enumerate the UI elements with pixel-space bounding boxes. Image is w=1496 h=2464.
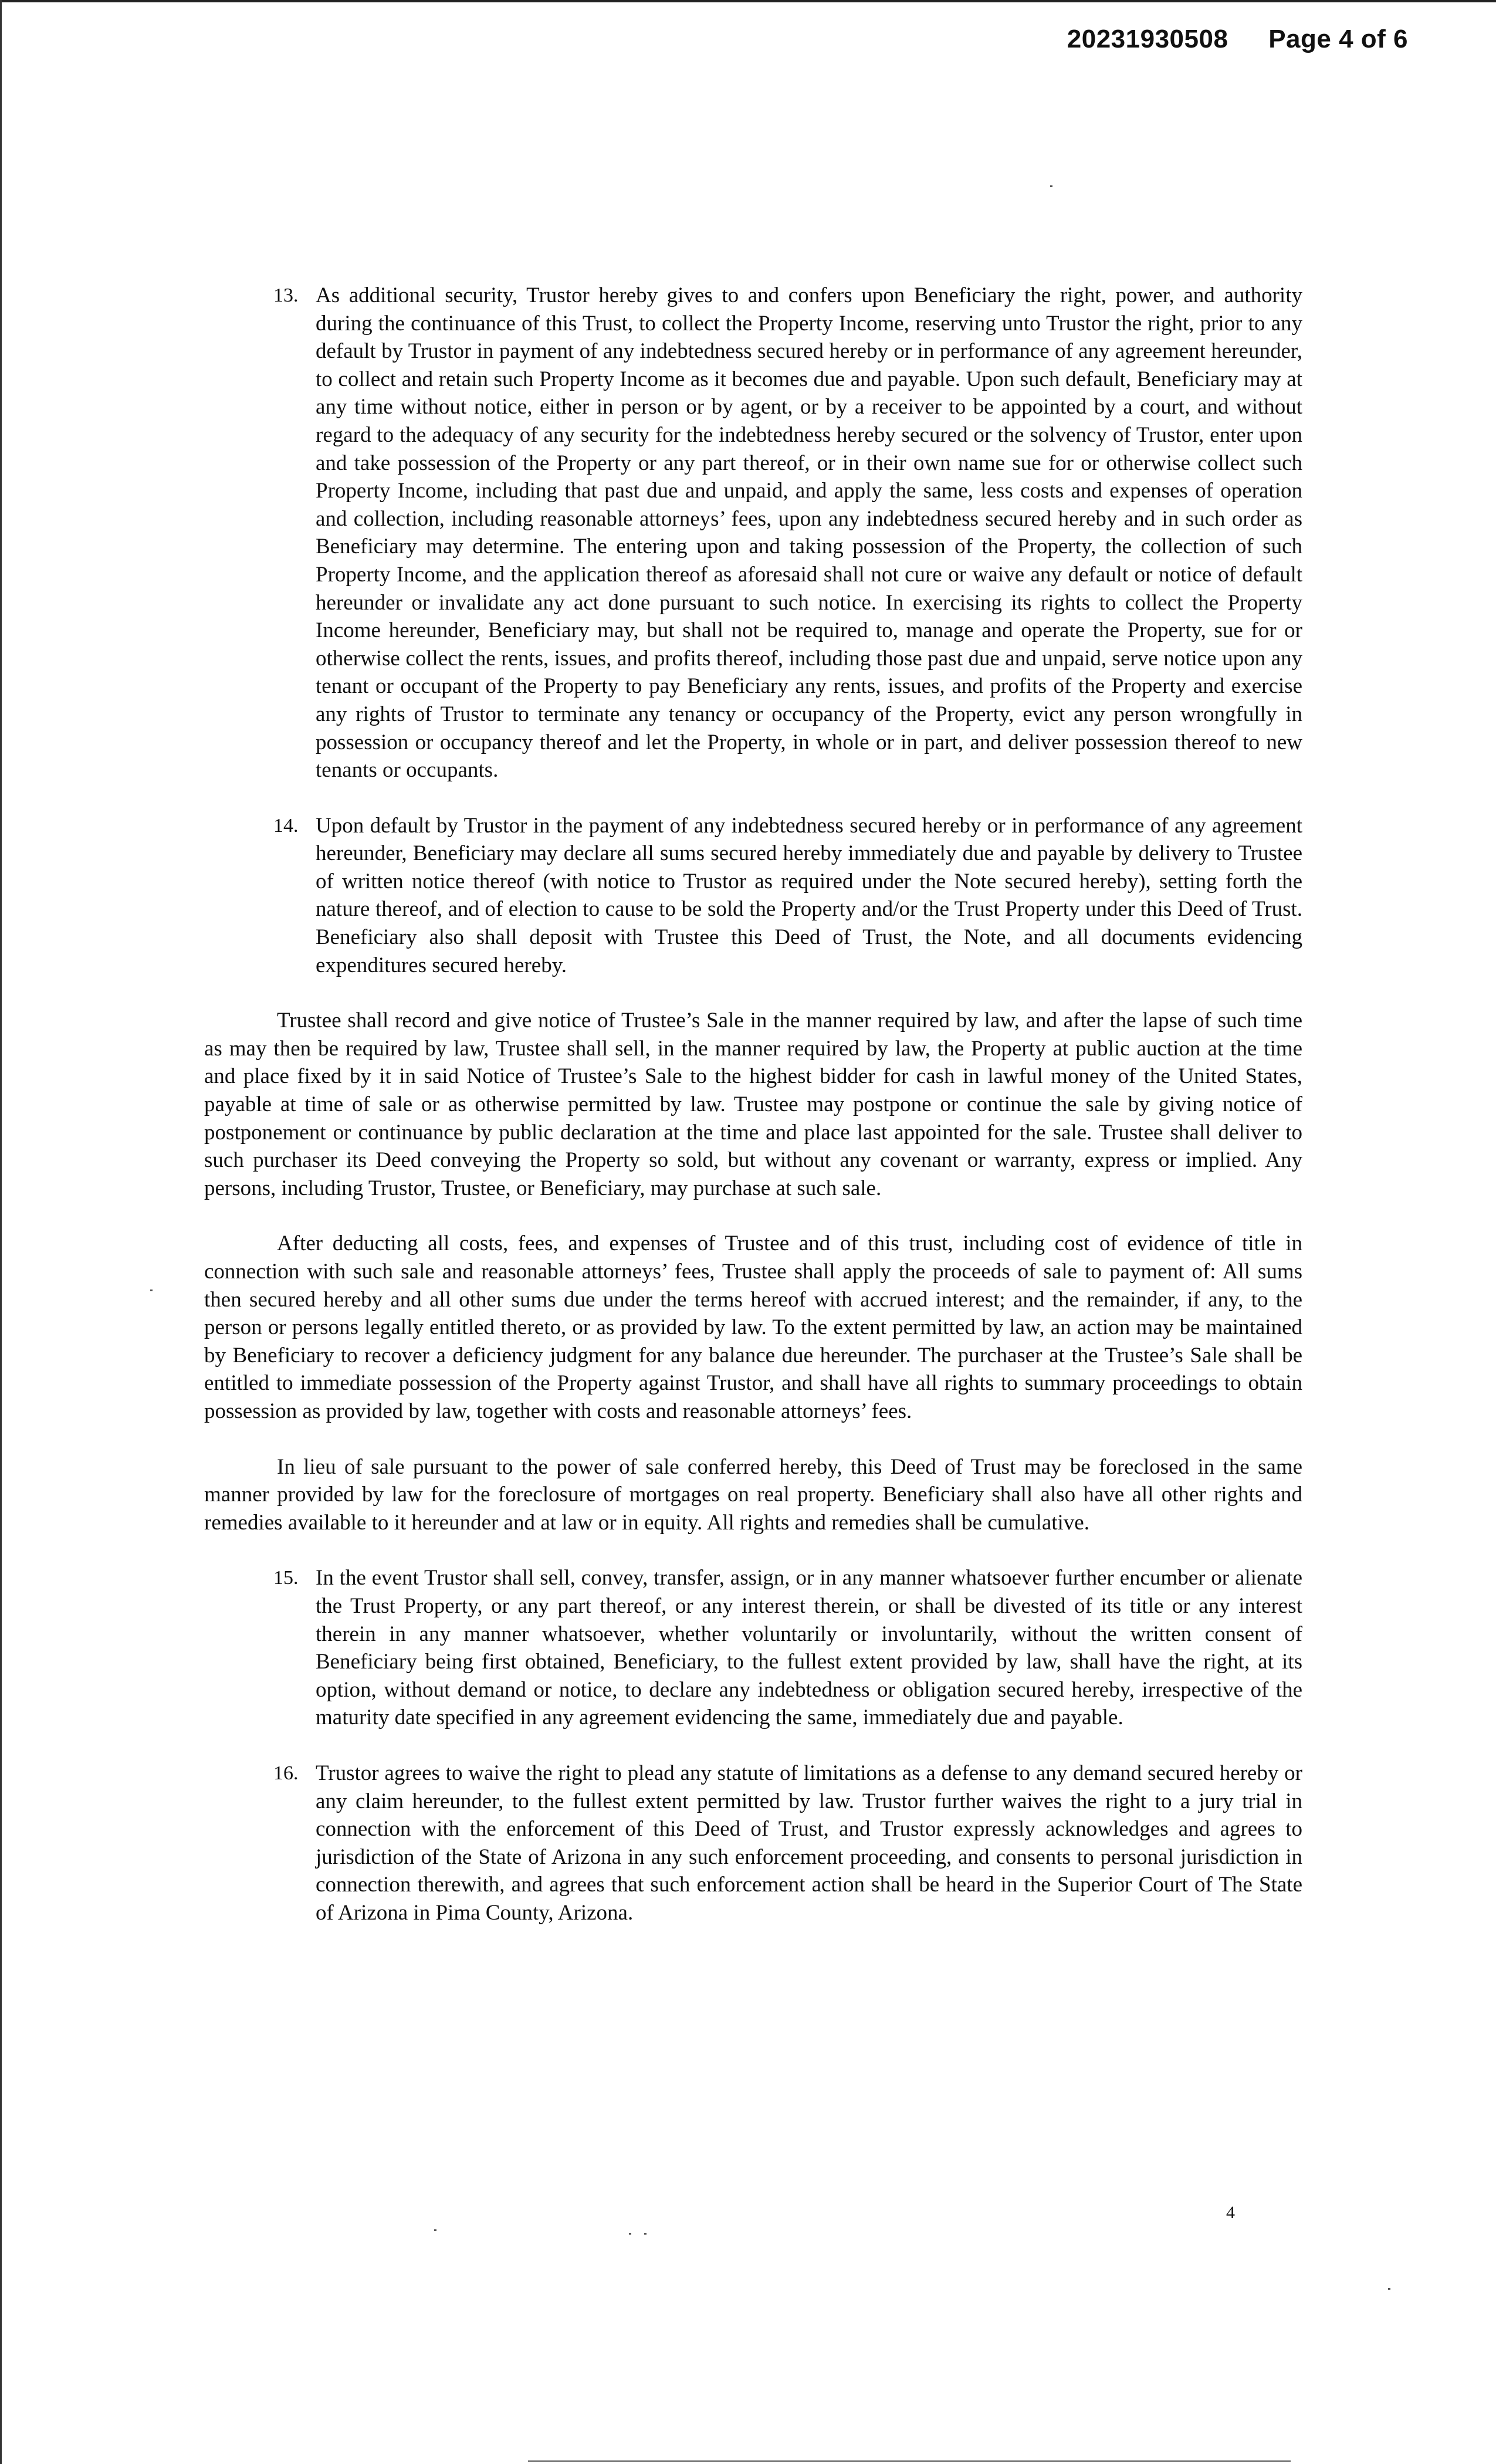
document-number: 20231930508 [1067,25,1228,53]
bottom-border [528,2460,1291,2462]
section-number: 16. [273,1762,299,1784]
top-border [0,0,1496,2]
paragraph-proceeds: After deducting all costs, fees, and expenses of Trustee and of this trust, including cost of evidence of title in connection with such sale and reasonable attorneys’ fees, Trustee shall apply the proceeds of sale to payment of: All sums then secured hereby and all other sums due under the terms hereof with accrued interest; and the remainder, if any, to the person or persons legally entitled thereto, or as provided by law. To the extent permitted by law, an action may be maintained by Beneficiary to recover a deficiency judgment for any balance due hereunder. The purchaser at the Trustee’s Sale shall be entitled to immediate possession of the Property against Trustor, and shall have all rights to summary proceedings to obtain possession as provided by law, together with costs and reasonable attorneys’ fees. [204,1231,1302,1423]
scan-speck [1050,185,1052,187]
left-scan-edge [0,0,2,2464]
paragraph-foreclosure: In lieu of sale pursuant to the power of sale conferred hereby, this Deed of Trust may be foreclosed in the same manner provided by law for the foreclosure of mortgages on real property. Beneficiary shall also have all other rights and remedies available to it hereunder and at law or in equity. All rights and remedies shall be cumulative. [204,1454,1302,1535]
scan-speck [644,2233,647,2235]
section-text: As additional security, Trustor hereby gives to and confers upon Beneficiary the right, power, and authority during the continuance of this Trust, to collect the Property Income, reserving unto Trustor the right, prior to any default by Trustor in payment of any indebtedness secured hereby or in performance of any agreement hereunder, to collect and retain such Property Income as it becomes due and payable. Upon such default, Beneficiary may at any time without notice, either in person or by agent, or by a receiver to be appointed by a court, and without regard to the adequacy of any security for the indebtedness hereby secured or the solvency of Trustor, enter upon and take possession of the Property or any part thereof, or in their own name sue for or otherwise collect such Property Income, including that past due and unpaid, and apply the same, less costs and expenses of operation and collection, including reasonable attorneys’ fees, upon any indebtedness secured hereby and in such order as Beneficiary may determine. The entering upon and taking possession of the Property, the collection of such Property Income, and the application thereof as aforesaid shall not cure or waive any default or notice of default hereunder or invalidate any act done pursuant to such notice. In exercising its rights to collect the Property Income hereunder, Beneficiary may, but shall not be required to, manage and operate the Property, sue for or otherwise collect the rents, issues, and profits thereof, including those past due and unpaid, serve notice upon any tenant or occupant of the Property to pay Beneficiary any rents, issues, and profits of the Property and exercise any rights of Trustor to terminate any tenancy or occupancy of the Property, evict any person wrongfully in possession or occupancy thereof and let the Property, in whole or in part, and deliver possession thereof to new tenants or occupants. [316,283,1302,783]
paragraph-trustee-sale: Trustee shall record and give notice of Trustee’s Sale in the manner required by law, and after the lapse of such time as may then be required by law, Trustee shall sell, in the manner required by law, the Property at public auction at the time and place fixed by it in said Notice of Trustee’s Sale to the highest bidder for cash in lawful money of the United States, payable at time of sale or as otherwise permitted by law. Trustee may postpone or continue the sale by giving notice of postponement or continuance by public declaration at the time and place last appointed for the sale. Trustee shall deliver to such purchaser its Deed conveying the Property so sold, but without any covenant or warranty, express or implied. Any persons, including Trustor, Trustee, or Beneficiary, may purchase at such sale. [204,1008,1302,1200]
section-16 [273,1759,1302,1927]
section-13 [273,282,1302,784]
scan-speck [434,2229,436,2231]
page-label: Page 4 of 6 [1268,25,1408,53]
document-body [204,282,1302,1954]
section-number: 15. [273,1567,299,1589]
page-number: 4 [1226,2203,1235,2222]
scan-speck [150,1289,153,1291]
section-text: Trustor agrees to waive the right to plead any statute of limitations as a defense to any demand secured hereby or any claim hereunder, to the fullest extent permitted by law. Trustor further waives the right to a jury trial in connection with the enforcement of this Deed of Trust, and Trustor expressly acknowledges and agrees to jurisdiction of the State of Arizona in any such enforcement proceeding, and consents to personal jurisdiction in connection therewith, and agrees that such enforcement action shall be heard in the Superior Court of The State of Arizona in Pima County, Arizona. [316,1761,1302,1925]
scan-speck [629,2233,631,2235]
recording-header [1067,25,1408,54]
scan-speck [1388,2288,1390,2290]
section-text: In the event Trustor shall sell, convey, transfer, assign, or in any manner whatsoever further encumber or alienate the Trust Property, or any part thereof, or any interest therein, or shall be divested of its title or any interest therein in any manner whatsoever, whether voluntarily or involuntarily, without the written consent of Beneficiary being first obtained, Beneficiary, to the fullest extent provided by law, shall have the right, at its option, without demand or notice, to declare any indebtedness or obligation secured hereby, irrespective of the maturity date specified in any agreement evidencing the same, immediately due and payable. [316,1566,1302,1730]
section-number: 13. [273,285,299,306]
section-number: 14. [273,814,299,837]
section-14 [273,812,1302,980]
section-text: Upon default by Trustor in the payment of any indebtedness secured hereby or in performance of any agreement hereunder, Beneficiary may declare all sums secured hereby immediately due and payable by delivery to Trustee of written notice thereof (with notice to Trustor as required under the Note secured hereby), setting forth the nature thereof, and of election to cause to be sold the Property and/or the Trust Property under this Deed of Trust. Beneficiary also shall deposit with Trustee this Deed of Trust, the Note, and all documents evidencing expenditures secured hereby. [316,813,1302,977]
section-15 [273,1564,1302,1732]
